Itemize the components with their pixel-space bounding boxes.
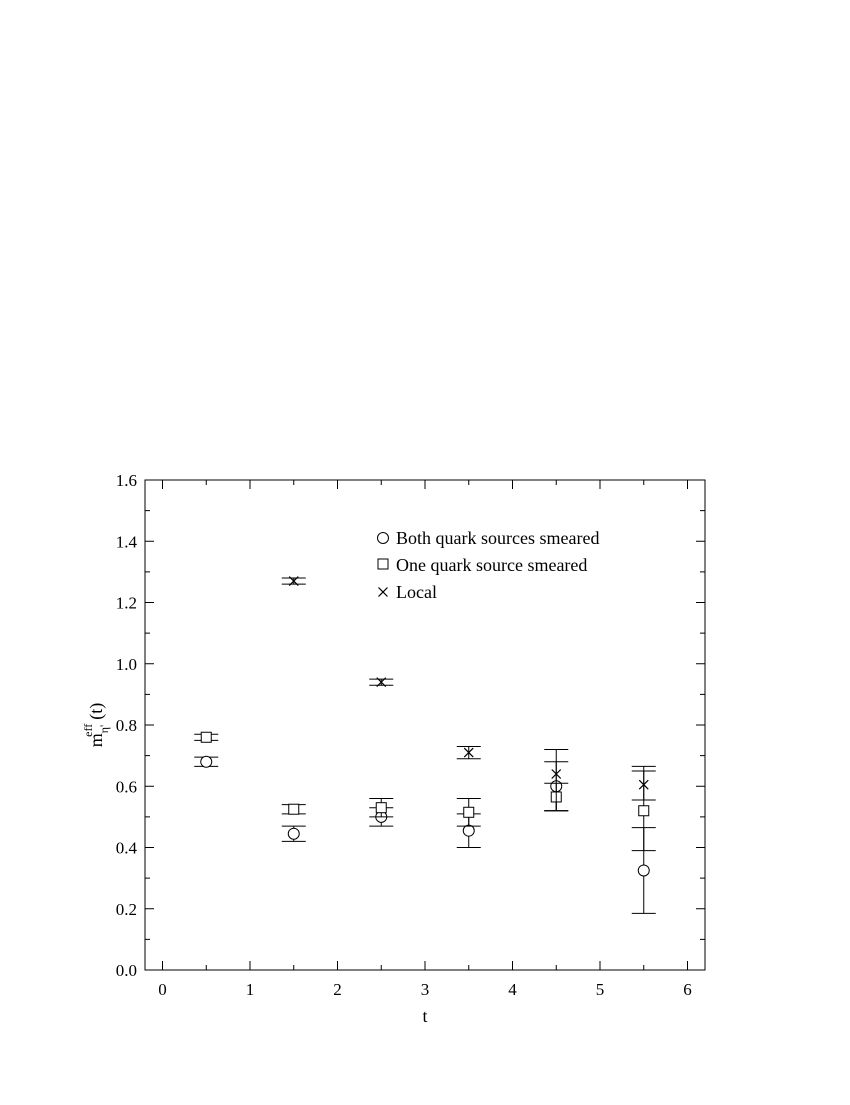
plot-frame bbox=[145, 480, 705, 970]
series-cross bbox=[282, 577, 656, 811]
y-axis-title-sub: η' bbox=[97, 724, 111, 734]
y-axis-title-main: m bbox=[86, 733, 106, 748]
y-tick-label: 0.6 bbox=[115, 777, 137, 797]
x-tick-label: 4 bbox=[508, 980, 517, 999]
series-layer bbox=[194, 577, 656, 914]
legend-label-both-smeared: Both quark sources smeared bbox=[396, 528, 600, 548]
x-axis-title: t bbox=[422, 1006, 428, 1026]
x-tick-label: 0 bbox=[158, 980, 167, 999]
y-tick-label: 1.2 bbox=[115, 593, 137, 613]
legend-label-one-smeared: One quark source smeared bbox=[396, 555, 588, 575]
x-tick-label: 3 bbox=[420, 980, 430, 999]
legend-item-one-smeared bbox=[378, 555, 587, 575]
series-circle bbox=[194, 756, 656, 913]
y-tick-label: 1.6 bbox=[115, 471, 137, 490]
series-square bbox=[194, 732, 656, 850]
y-axis-title bbox=[81, 703, 111, 748]
legend-cross-marker bbox=[379, 588, 388, 597]
legend-item-both-smeared bbox=[378, 528, 600, 548]
legend-item-local bbox=[379, 582, 437, 602]
x-tick-label: 2 bbox=[333, 980, 342, 999]
y-tick-label: 0.8 bbox=[115, 716, 137, 735]
x-tick-label: 5 bbox=[595, 980, 605, 999]
y-tick-label: 0.2 bbox=[115, 899, 137, 919]
legend-label-local: Local bbox=[396, 582, 437, 602]
legend-square-marker bbox=[378, 559, 388, 569]
data-point-square bbox=[639, 806, 649, 816]
y-axis-title-suffix: (t) bbox=[86, 702, 106, 720]
y-tick-label: 0.0 bbox=[115, 961, 137, 980]
data-point-circle bbox=[201, 756, 212, 767]
y-axis-title-sup: eff bbox=[81, 723, 95, 737]
data-point-circle bbox=[638, 865, 649, 876]
data-point-square bbox=[289, 804, 299, 814]
legend-circle-marker bbox=[378, 533, 389, 544]
y-tick-label: 0.4 bbox=[115, 838, 137, 858]
x-tick-label: 1 bbox=[245, 980, 255, 999]
legend bbox=[378, 528, 600, 602]
data-point-circle bbox=[288, 828, 299, 839]
data-point-circle bbox=[463, 825, 474, 836]
x-tick-label: 6 bbox=[683, 980, 692, 999]
data-point-square bbox=[464, 807, 474, 817]
y-tick-label: 1.4 bbox=[115, 532, 137, 552]
svg-text:mη'eff(t) bbox=[81, 703, 111, 748]
data-point-square bbox=[201, 732, 211, 742]
y-tick-label: 1.0 bbox=[115, 654, 137, 674]
data-point-square bbox=[376, 803, 386, 813]
